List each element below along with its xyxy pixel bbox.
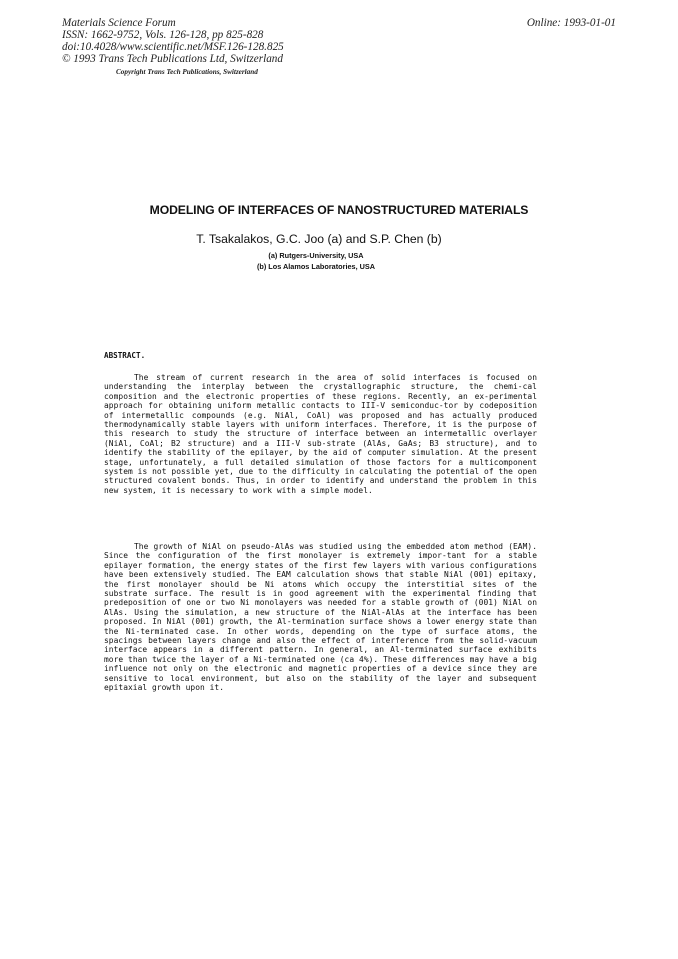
- affiliation-b: (b) Los Alamos Laboratories, USA: [256, 262, 376, 271]
- journal-name: Materials Science Forum: [62, 17, 176, 29]
- abstract-heading: ABSTRACT.: [104, 351, 146, 360]
- author-list: T. Tsakalakos, G.C. Joo (a) and S.P. Chen (b): [196, 232, 442, 246]
- doi-line: doi:10.4028/www.scientific.net/MSF.126-128.825: [62, 41, 284, 53]
- paper-title: MODELING OF INTERFACES OF NANOSTRUCTURED MATERIALS: [149, 203, 529, 217]
- publisher-line: © 1993 Trans Tech Publications Ltd, Switzerland: [62, 53, 283, 65]
- abstract-paragraph: The stream of current research in the area of solid interfaces is focused on understanding the interplay between the crystallographic structure, the chemi-cal composition and the electronic properties of these regions. Recently, an ex-perimental approach for obtaining uniform metallic contacts to III-V semiconduc-tor by codeposition of intermetallic compounds (e.g. NiAl, CoAl) was proposed and has actually produced thermodynamically stable layers with uniform interfaces. Therefore, it is the purpose of this research to study the structure of interface between an intermetallic overlayer (NiAl, CoAl; B2 structure) and a III-V sub-strate (AlAs, GaAs; B3 structure), and to identify the stability of the epilayer, by the aid of computer simulation. At the present stage, unfortunately, a full detailed simulation of those factors for a multicomponent system is not possible yet, due to the difficulty in calculating the potential of the open structured covalent bonds. Thus, in order to identify and understand the problem in this new system, it is necessary to work with a simple model.: [104, 373, 537, 495]
- journal-citation: [62, 17, 284, 65]
- copyright-notice: Copyright Trans Tech Publications, Switzerland: [116, 68, 258, 76]
- abstract-paragraph: The growth of NiAl on pseudo-AlAs was studied using the embedded atom method (EAM). Since the configuration of the first monolayer is extremely impor-tant for a stable epilayer formation, the energy states of the first few layers with various configurations have been extensively studied. The EAM calculation shows that stable NiAl (001) epitaxy, the first monolayer should be Ni atoms which occupy the interstitial sites of the substrate surface. The result is in good agreement with the experimental finding that predeposition of one or two Ni monolayers was needed for a stable growth of (001) NiAl on AlAs. Using the simulation, a new structure of the NiAl-AlAs at the interface has been proposed. In NiAl (001) growth, the Al-termination surface shows a lower energy state than the Ni-terminated case. In other words, depending on the type of surface atoms, the spacings between layers change and also the effect of interference from the solid-vacuum interface appears in a different pattern. In general, an Al-terminated surface exhibits more than twice the layer of a Ni-terminated one (ca 4%). These differences may have a big influence not only on the electronic and magnetic properties of a device since they are sensitive to local environment, but also on the stability of the layer and subsequent epitaxial growth upon it.: [104, 542, 537, 693]
- online-date: Online: 1993-01-01: [526, 17, 616, 29]
- issn-line: ISSN: 1662-9752, Vols. 126-128, pp 825-828: [62, 29, 264, 41]
- affiliation-a: (a) Rutgers-University, USA: [268, 251, 364, 260]
